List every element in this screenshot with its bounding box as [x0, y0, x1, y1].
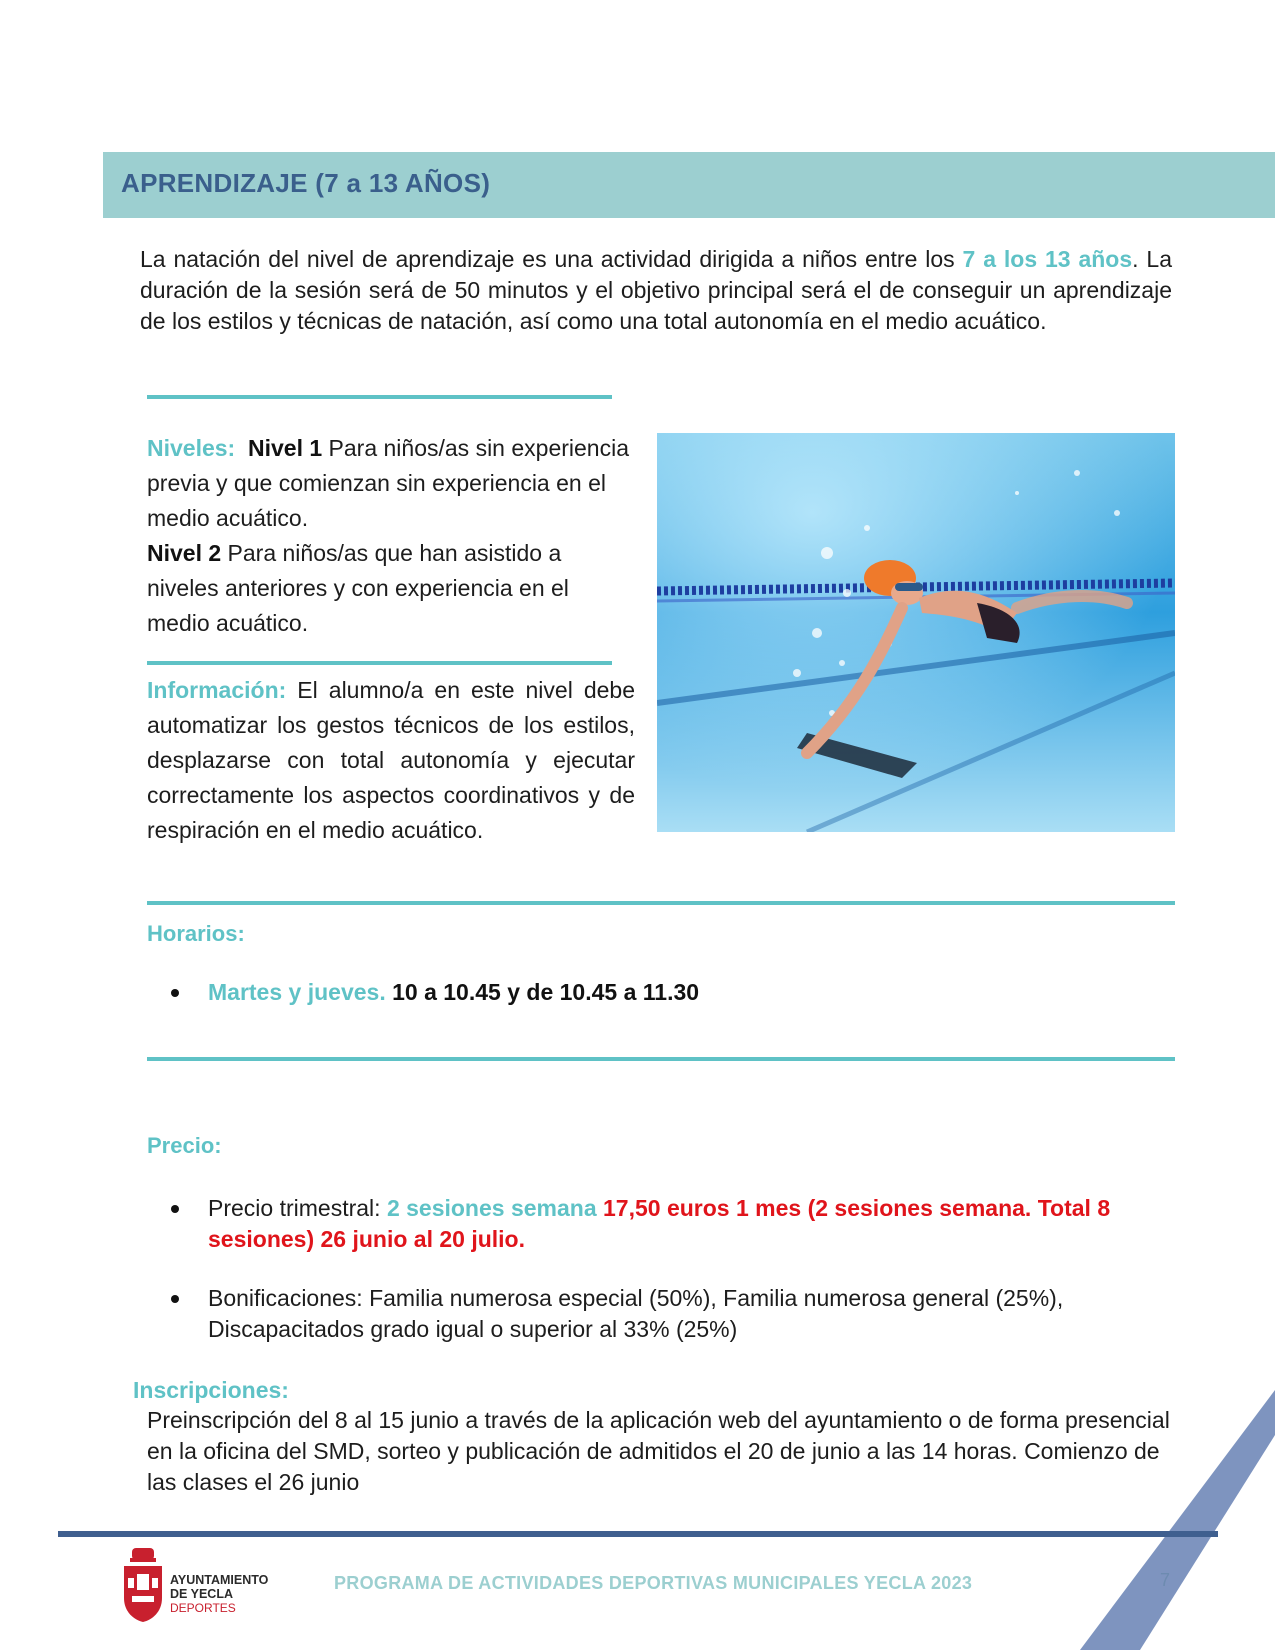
precio-list [171, 1193, 1131, 1345]
precio-sessions: 2 sesiones semana [386, 1195, 597, 1221]
inscripciones-text: Preinscripción del 8 al 15 junio a través de la aplicación web del ayuntamiento o de forma presencial en la oficina del SMD, sorteo y publicación de admitidos el 20 de junio a las 14 horas. Comienzo de las clases el 26 junio [147, 1407, 1170, 1495]
nivel2-label: Nivel 2 [147, 540, 222, 566]
nivel2-text: Para niños/as que han asistido a niveles anteriores y con experiencia en el medio acuático. [147, 540, 569, 636]
ayuntamiento-logo [122, 1546, 282, 1624]
horarios-days: Martes y jueves. [208, 979, 386, 1005]
logo-text-line1: AYUNTAMIENTO [170, 1573, 269, 1587]
swimmer-photo [657, 433, 1175, 832]
decorative-diagonal [1080, 1390, 1275, 1650]
bullet-icon [171, 1295, 179, 1303]
footer-divider [58, 1531, 1218, 1537]
intro-text-end: . La duración de la sesión será de 50 minutos y el objetivo principal será el de conseguir un aprendizaje de los estilos y técnicas de natación, así como una total autonomía en el medio acuático. [140, 246, 1172, 334]
list-item [171, 1283, 1131, 1345]
divider-line [147, 661, 612, 665]
horarios-list [171, 977, 1071, 1008]
footer-program-title: PROGRAMA DE ACTIVIDADES DEPORTIVAS MUNICIPALES YECLA 2023 [334, 1573, 973, 1593]
inscripciones-label: Inscripciones: [133, 1377, 289, 1403]
divider-line [147, 1057, 1175, 1061]
bullet-icon [171, 1205, 179, 1213]
intro-age-highlight: 7 a los 13 años [962, 246, 1133, 272]
divider-line [147, 395, 612, 399]
niveles-block [147, 431, 635, 641]
informacion-label: Información: [147, 677, 287, 703]
section-title: APRENDIZAJE (7 a 13 AÑOS) [121, 168, 491, 198]
informacion-text: El alumno/a en este nivel debe automatizar los gestos técnicos de los estilos, desplazarse con total autonomía y ejecutar correctamente los aspectos coordinativos y de respiración en el medio acuático. [147, 677, 635, 843]
nivel1-text: Para niños/as sin experiencia previa y que comienzan sin experiencia en el medio acuático. [147, 435, 629, 531]
intro-paragraph [140, 244, 1172, 337]
intro-text-start: La natación del nivel de aprendizaje es una actividad dirigida a niños entre los [140, 246, 963, 272]
logo-text-line2: DE YECLA [170, 1587, 233, 1601]
horarios-times: 10 a 10.45 y de 10.45 a 11.30 [385, 979, 700, 1005]
list-item [171, 1193, 1131, 1255]
bullet-icon [171, 989, 179, 997]
niveles-label: Niveles: [147, 435, 236, 461]
precio-prefix: Precio trimestral: [208, 1195, 387, 1221]
coat-of-arms-icon [122, 1546, 164, 1624]
logo-text-line3: DEPORTES [170, 1601, 236, 1615]
informacion-block [147, 673, 635, 848]
nivel1-label: Nivel 1 [248, 435, 323, 461]
list-item [171, 977, 1071, 1008]
precio-label: Precio: [147, 1133, 222, 1158]
page-number: 7 [1160, 1570, 1171, 1590]
horarios-label: Horarios: [147, 921, 245, 946]
precio-amount: 17,50 euros 1 mes (2 sesiones semana. Total 8 sesiones) 26 junio al 20 julio. [208, 1195, 1111, 1252]
bonificaciones-text: Bonificaciones: Familia numerosa especial (50%), Familia numerosa general (25%), Discapacitados grado igual o superior al 33% (25%) [208, 1285, 1064, 1342]
divider-line [147, 901, 1175, 905]
